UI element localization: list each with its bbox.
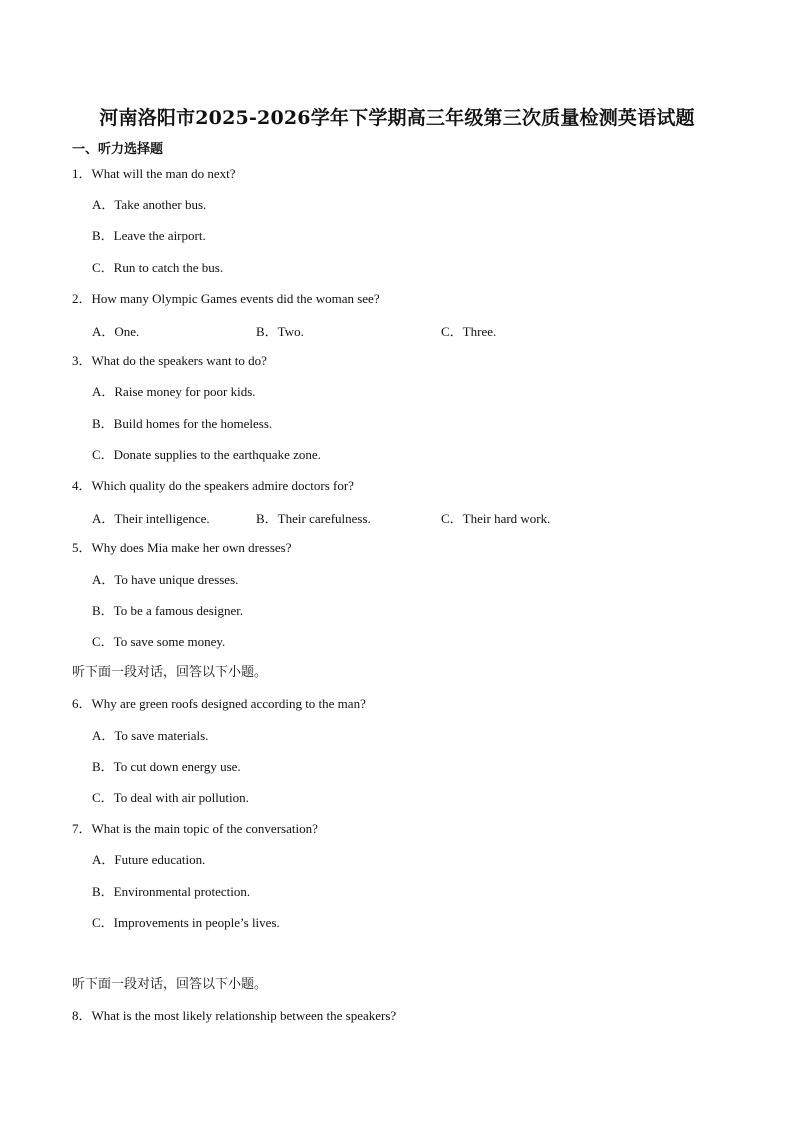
section-heading: 一、听力选择题: [72, 142, 164, 157]
question-7-stem: 7．What is the main topic of the conversation?: [72, 821, 318, 836]
question-2-option-a: A．One.: [92, 324, 140, 339]
question-3-option-a: A．Raise money for poor kids.: [92, 384, 256, 399]
question-6-option-b: B．To cut down energy use.: [92, 759, 241, 774]
question-2-option-b: B．Two.: [256, 324, 304, 339]
question-1-option-a: A．Take another bus.: [92, 197, 207, 212]
question-3-stem: 3．What do the speakers want to do?: [72, 353, 267, 368]
question-4-stem: 4．Which quality do the speakers admire doctors for?: [72, 478, 354, 493]
question-7-option-a: A．Future education.: [92, 852, 206, 867]
question-3-option-b: B．Build homes for the homeless.: [92, 416, 273, 431]
listening-instruction: 听下面一段对话，回答以下小题。: [72, 665, 268, 680]
question-4-options: [92, 508, 652, 526]
question-1-option-c: C．Run to catch the bus.: [92, 260, 224, 275]
question-3-option-c: C．Donate supplies to the earthquake zone.: [92, 447, 321, 462]
question-5-stem: 5．Why does Mia make her own dresses?: [72, 540, 292, 555]
question-5-option-a: A．To have unique dresses.: [92, 572, 239, 587]
question-4-option-a: A．Their intelligence.: [92, 511, 210, 526]
question-5-option-b: B．To be a famous designer.: [92, 603, 244, 618]
listening-instruction: 听下面一段对话，回答以下小题。: [72, 977, 268, 992]
question-6-option-a: A．To save materials.: [92, 728, 209, 743]
question-7-option-b: B．Environmental protection.: [92, 884, 251, 899]
question-6-stem: 6．Why are green roofs designed according to the man?: [72, 696, 366, 711]
question-1-option-b: B．Leave the airport.: [92, 228, 206, 243]
question-7-option-c: C．Improvements in people’s lives.: [92, 915, 280, 930]
question-2-option-c: C．Three.: [441, 324, 497, 339]
document-title: 河南洛阳市2025-2026学年下学期高三年级第三次质量检测英语试题: [99, 107, 695, 129]
question-4-option-b: B．Their carefulness.: [256, 511, 371, 526]
question-4-option-c: C．Their hard work.: [441, 511, 551, 526]
question-6-option-c: C．To deal with air pollution.: [92, 790, 249, 805]
question-8-stem: 8．What is the most likely relationship between the speakers?: [72, 1008, 397, 1023]
question-1-stem: 1．What will the man do next?: [72, 166, 236, 181]
question-2-options: [92, 321, 652, 339]
question-5-option-c: C．To save some money.: [92, 634, 226, 649]
question-2-stem: 2．How many Olympic Games events did the woman see?: [72, 291, 380, 306]
